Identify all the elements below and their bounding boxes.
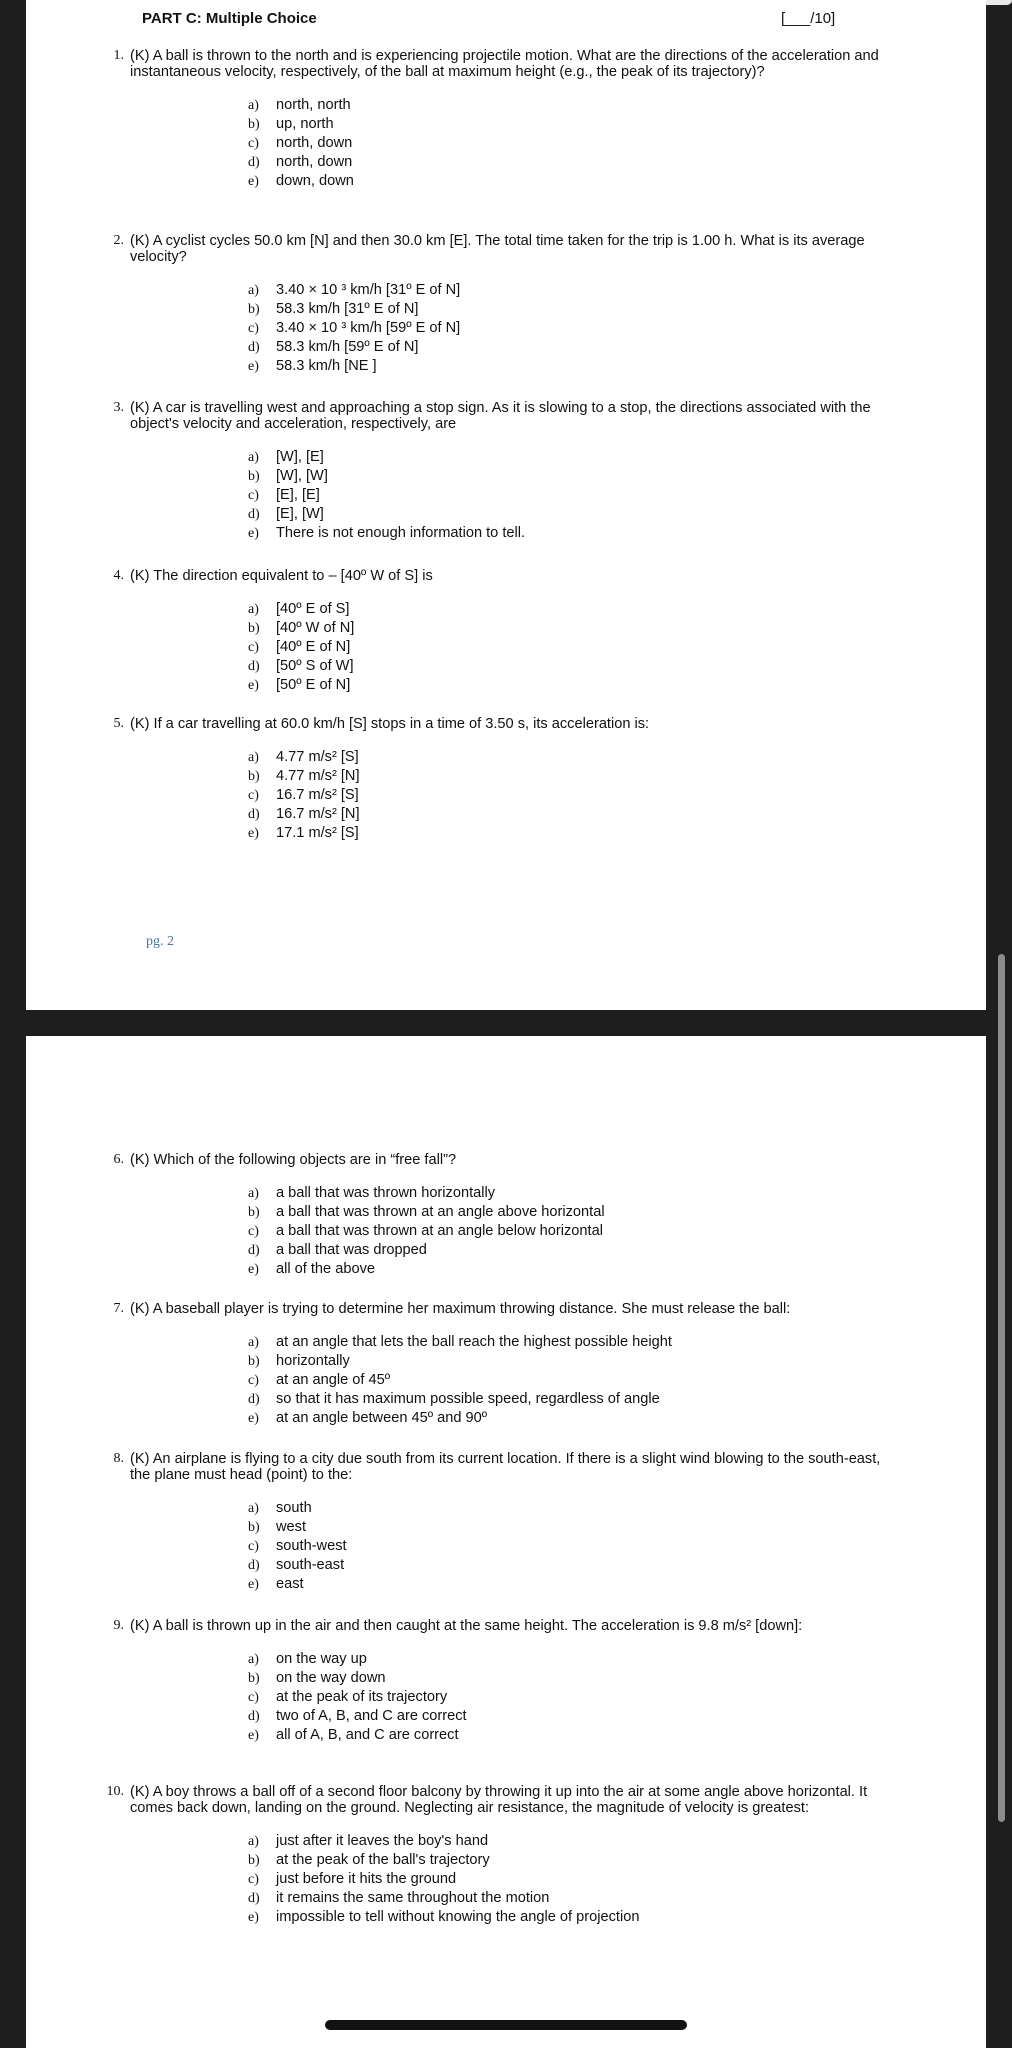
question-stem xyxy=(98,400,898,432)
question-number: 1. xyxy=(113,48,124,63)
answer-option xyxy=(248,172,898,191)
option-text: 58.3 km/h [NE ] xyxy=(276,358,377,374)
option-letter: a) xyxy=(248,283,259,298)
question-stem xyxy=(98,1301,898,1317)
answer-option xyxy=(248,1556,898,1575)
question-stem xyxy=(98,1784,898,1816)
option-letter: c) xyxy=(248,136,259,151)
question-stem xyxy=(98,1618,898,1634)
question-number: 8. xyxy=(113,1451,124,1466)
question-1 xyxy=(98,48,898,191)
option-text: [50º E of N] xyxy=(276,677,351,693)
answer-options xyxy=(98,1333,898,1428)
answer-option xyxy=(248,1575,898,1594)
answer-option xyxy=(248,1352,898,1371)
answer-option xyxy=(248,1908,898,1927)
question-5 xyxy=(98,716,898,843)
option-letter: d) xyxy=(248,340,260,355)
option-letter: d) xyxy=(248,1243,260,1258)
option-letter: c) xyxy=(248,1373,259,1388)
option-text: 4.77 m/s² [S] xyxy=(276,749,359,765)
option-letter: e) xyxy=(248,1411,259,1426)
option-text: 17.1 m/s² [S] xyxy=(276,825,359,841)
answer-options xyxy=(98,96,898,191)
answer-option xyxy=(248,824,898,843)
option-letter: d) xyxy=(248,659,260,674)
option-letter: e) xyxy=(248,1910,259,1925)
answer-option xyxy=(248,357,898,376)
option-text: 3.40 × 10 ³ km/h [31º E of N] xyxy=(276,282,461,298)
option-text: east xyxy=(276,1576,304,1592)
option-letter: b) xyxy=(248,621,260,636)
answer-option xyxy=(248,153,898,172)
answer-option xyxy=(248,524,898,543)
answer-option xyxy=(248,448,898,467)
option-text: north, down xyxy=(276,135,353,151)
option-letter: b) xyxy=(248,1520,260,1535)
question-stem xyxy=(98,568,898,584)
option-text: [40º E of N] xyxy=(276,639,351,655)
answer-option xyxy=(248,1832,898,1851)
option-letter: e) xyxy=(248,1262,259,1277)
answer-option xyxy=(248,1707,898,1726)
answer-option xyxy=(248,786,898,805)
option-text: [E], [W] xyxy=(276,506,324,522)
question-text: (K) A car is travelling west and approaching a stop sign. As it is slowing to a stop, the directions associated with the object's velocity and acceleration, respectively, are xyxy=(130,400,871,432)
option-letter: c) xyxy=(248,321,259,336)
option-letter: a) xyxy=(248,1834,259,1849)
option-text: all of the above xyxy=(276,1261,375,1277)
option-letter: a) xyxy=(248,1501,259,1516)
option-letter: e) xyxy=(248,359,259,374)
option-text: a ball that was dropped xyxy=(276,1242,427,1258)
option-letter: c) xyxy=(248,1539,259,1554)
option-text: 16.7 m/s² [S] xyxy=(276,787,359,803)
answer-option xyxy=(248,1371,898,1390)
option-text: just after it leaves the boy's hand xyxy=(276,1833,489,1849)
option-letter: a) xyxy=(248,750,259,765)
option-text: south-west xyxy=(276,1538,347,1554)
option-letter: e) xyxy=(248,678,259,693)
document-page-2 xyxy=(26,1036,986,2048)
option-text: it remains the same throughout the motion xyxy=(276,1890,550,1906)
answer-option xyxy=(248,134,898,153)
question-4 xyxy=(98,568,898,695)
option-text: just before it hits the ground xyxy=(276,1871,457,1887)
option-letter: e) xyxy=(248,1728,259,1743)
option-letter: c) xyxy=(248,1224,259,1239)
answer-option xyxy=(248,1390,898,1409)
option-letter: d) xyxy=(248,507,260,522)
question-stem xyxy=(98,716,898,732)
answer-option xyxy=(248,1870,898,1889)
answer-option xyxy=(248,1409,898,1428)
option-text: on the way up xyxy=(276,1651,367,1667)
option-letter: c) xyxy=(248,1872,259,1887)
option-letter: e) xyxy=(248,174,259,189)
answer-options xyxy=(98,600,898,695)
answer-option xyxy=(248,676,898,695)
option-text: south-east xyxy=(276,1557,345,1573)
option-letter: a) xyxy=(248,1335,259,1350)
option-text: west xyxy=(276,1519,307,1535)
option-text: [E], [E] xyxy=(276,487,320,503)
document-page-1 xyxy=(26,0,986,1010)
option-letter: c) xyxy=(248,640,259,655)
section-title: PART C: Multiple Choice xyxy=(142,10,317,27)
answer-option xyxy=(248,1851,898,1870)
option-text: north, north xyxy=(276,97,351,113)
answer-options xyxy=(98,1650,898,1745)
question-text: (K) A ball is thrown up in the air and then caught at the same height. The acceleration is 9.8 m/s² [down]: xyxy=(130,1618,803,1634)
option-text: at the peak of its trajectory xyxy=(276,1689,448,1705)
question-stem xyxy=(98,1152,898,1168)
answer-options xyxy=(98,1832,898,1927)
option-letter: d) xyxy=(248,1891,260,1906)
question-text: (K) A boy throws a ball off of a second floor balcony by throwing it up into the air at some angle above horizontal. It comes back down, landing on the ground. Neglecting air resistance, the magnitude of velocity is greatest: xyxy=(130,1784,868,1816)
option-text: two of A, B, and C are correct xyxy=(276,1708,467,1724)
answer-option xyxy=(248,1333,898,1352)
answer-option xyxy=(248,1499,898,1518)
question-number: 10. xyxy=(106,1784,124,1799)
option-letter: a) xyxy=(248,1652,259,1667)
answer-option xyxy=(248,1260,898,1279)
answer-option xyxy=(248,1222,898,1241)
option-text: up, north xyxy=(276,116,334,132)
option-text: [W], [E] xyxy=(276,449,324,465)
question-3 xyxy=(98,400,898,543)
option-text: 4.77 m/s² [N] xyxy=(276,768,360,784)
answer-option xyxy=(248,1537,898,1556)
option-letter: b) xyxy=(248,1205,260,1220)
answer-option xyxy=(248,1241,898,1260)
option-text: [W], [W] xyxy=(276,468,328,484)
question-number: 5. xyxy=(113,716,124,731)
answer-option xyxy=(248,1688,898,1707)
answer-option xyxy=(248,767,898,786)
answer-option xyxy=(248,619,898,638)
question-2 xyxy=(98,233,898,376)
option-text: [50º S of W] xyxy=(276,658,354,674)
option-letter: d) xyxy=(248,155,260,170)
question-stem xyxy=(98,233,898,265)
question-number: 9. xyxy=(113,1618,124,1633)
option-text: north, down xyxy=(276,154,353,170)
option-text: all of A, B, and C are correct xyxy=(276,1727,459,1743)
option-letter: a) xyxy=(248,602,259,617)
option-letter: e) xyxy=(248,826,259,841)
answer-option xyxy=(248,467,898,486)
option-letter: c) xyxy=(248,488,259,503)
answer-option xyxy=(248,748,898,767)
option-text: 58.3 km/h [31º E of N] xyxy=(276,301,419,317)
option-text: a ball that was thrown horizontally xyxy=(276,1185,496,1201)
question-7 xyxy=(98,1301,898,1428)
option-text: a ball that was thrown at an angle below horizontal xyxy=(276,1223,603,1239)
option-text: at the peak of the ball's trajectory xyxy=(276,1852,490,1868)
option-letter: d) xyxy=(248,1709,260,1724)
question-6 xyxy=(98,1152,898,1279)
option-letter: a) xyxy=(248,1186,259,1201)
option-text: 16.7 m/s² [N] xyxy=(276,806,360,822)
option-text: [40º E of S] xyxy=(276,601,350,617)
option-letter: c) xyxy=(248,1690,259,1705)
option-text: horizontally xyxy=(276,1353,350,1369)
option-text: 58.3 km/h [59º E of N] xyxy=(276,339,419,355)
option-letter: b) xyxy=(248,469,260,484)
answer-option xyxy=(248,638,898,657)
option-letter: b) xyxy=(248,302,260,317)
answer-option xyxy=(248,115,898,134)
option-letter: d) xyxy=(248,1392,260,1407)
question-text: (K) A cyclist cycles 50.0 km [N] and then 30.0 km [E]. The total time taken for the trip is 1.00 h. What is its average velocity? xyxy=(130,233,865,265)
option-text: so that it has maximum possible speed, regardless of angle xyxy=(276,1391,660,1407)
option-text: at an angle between 45º and 90º xyxy=(276,1410,488,1426)
answer-option xyxy=(248,1889,898,1908)
answer-option xyxy=(248,281,898,300)
option-letter: b) xyxy=(248,117,260,132)
question-number: 2. xyxy=(113,233,124,248)
question-8 xyxy=(98,1451,898,1594)
answer-option xyxy=(248,505,898,524)
question-9 xyxy=(98,1618,898,1745)
option-text: at an angle that lets the ball reach the highest possible height xyxy=(276,1334,672,1350)
option-text: south xyxy=(276,1500,312,1516)
question-text: (K) If a car travelling at 60.0 km/h [S] stops in a time of 3.50 s, its acceleration is: xyxy=(130,716,650,732)
question-text: (K) The direction equivalent to – [40º W of S] is xyxy=(130,568,433,584)
question-text: (K) An airplane is flying to a city due south from its current location. If there is a slight wind blowing to the south-east, the plane must head (point) to the: xyxy=(130,1451,881,1483)
answer-option xyxy=(248,300,898,319)
option-text: down, down xyxy=(276,173,354,189)
answer-option xyxy=(248,96,898,115)
answer-option xyxy=(248,600,898,619)
option-letter: b) xyxy=(248,1853,260,1868)
question-number: 7. xyxy=(113,1301,124,1316)
option-text: There is not enough information to tell. xyxy=(276,525,526,541)
option-letter: e) xyxy=(248,1577,259,1592)
score-box: [___/10] xyxy=(781,10,836,27)
question-stem xyxy=(98,48,898,80)
answer-option xyxy=(248,1669,898,1688)
question-number: 3. xyxy=(113,400,124,415)
question-stem xyxy=(98,1451,898,1483)
option-letter: a) xyxy=(248,450,259,465)
option-letter: d) xyxy=(248,1558,260,1573)
answer-option xyxy=(248,1184,898,1203)
answer-option xyxy=(248,338,898,357)
option-letter: b) xyxy=(248,1354,260,1369)
option-letter: a) xyxy=(248,98,259,113)
question-number: 4. xyxy=(113,568,124,583)
answer-option xyxy=(248,1518,898,1537)
answer-options xyxy=(98,748,898,843)
home-indicator[interactable] xyxy=(325,2020,687,2030)
page-number: pg. 2 xyxy=(146,934,174,949)
option-letter: e) xyxy=(248,526,259,541)
answer-option xyxy=(248,319,898,338)
answer-options xyxy=(98,1184,898,1279)
option-letter: b) xyxy=(248,769,260,784)
option-letter: b) xyxy=(248,1671,260,1686)
question-text: (K) Which of the following objects are in “free fall”? xyxy=(130,1152,457,1168)
question-text: (K) A baseball player is trying to determine her maximum throwing distance. She must release the ball: xyxy=(130,1301,791,1317)
question-10 xyxy=(98,1784,898,1927)
option-letter: c) xyxy=(248,788,259,803)
question-number: 6. xyxy=(113,1152,124,1167)
option-text: on the way down xyxy=(276,1670,386,1686)
option-text: at an angle of 45º xyxy=(276,1372,391,1388)
scrollbar[interactable] xyxy=(998,954,1005,1822)
answer-option xyxy=(248,1726,898,1745)
option-text: a ball that was thrown at an angle above horizontal xyxy=(276,1204,605,1220)
answer-option xyxy=(248,1203,898,1222)
option-text: 3.40 × 10 ³ km/h [59º E of N] xyxy=(276,320,461,336)
answer-options xyxy=(98,1499,898,1594)
option-letter: d) xyxy=(248,807,260,822)
option-text: [40º W of N] xyxy=(276,620,355,636)
answer-option xyxy=(248,1650,898,1669)
answer-options xyxy=(98,448,898,543)
answer-options xyxy=(98,281,898,376)
question-text: (K) A ball is thrown to the north and is experiencing projectile motion. What are the directions of the acceleration and instantaneous velocity, respectively, of the ball at maximum height (e.g., the peak of its trajectory)? xyxy=(130,48,879,80)
option-text: impossible to tell without knowing the angle of projection xyxy=(276,1909,640,1925)
answer-option xyxy=(248,805,898,824)
answer-option xyxy=(248,657,898,676)
answer-option xyxy=(248,486,898,505)
